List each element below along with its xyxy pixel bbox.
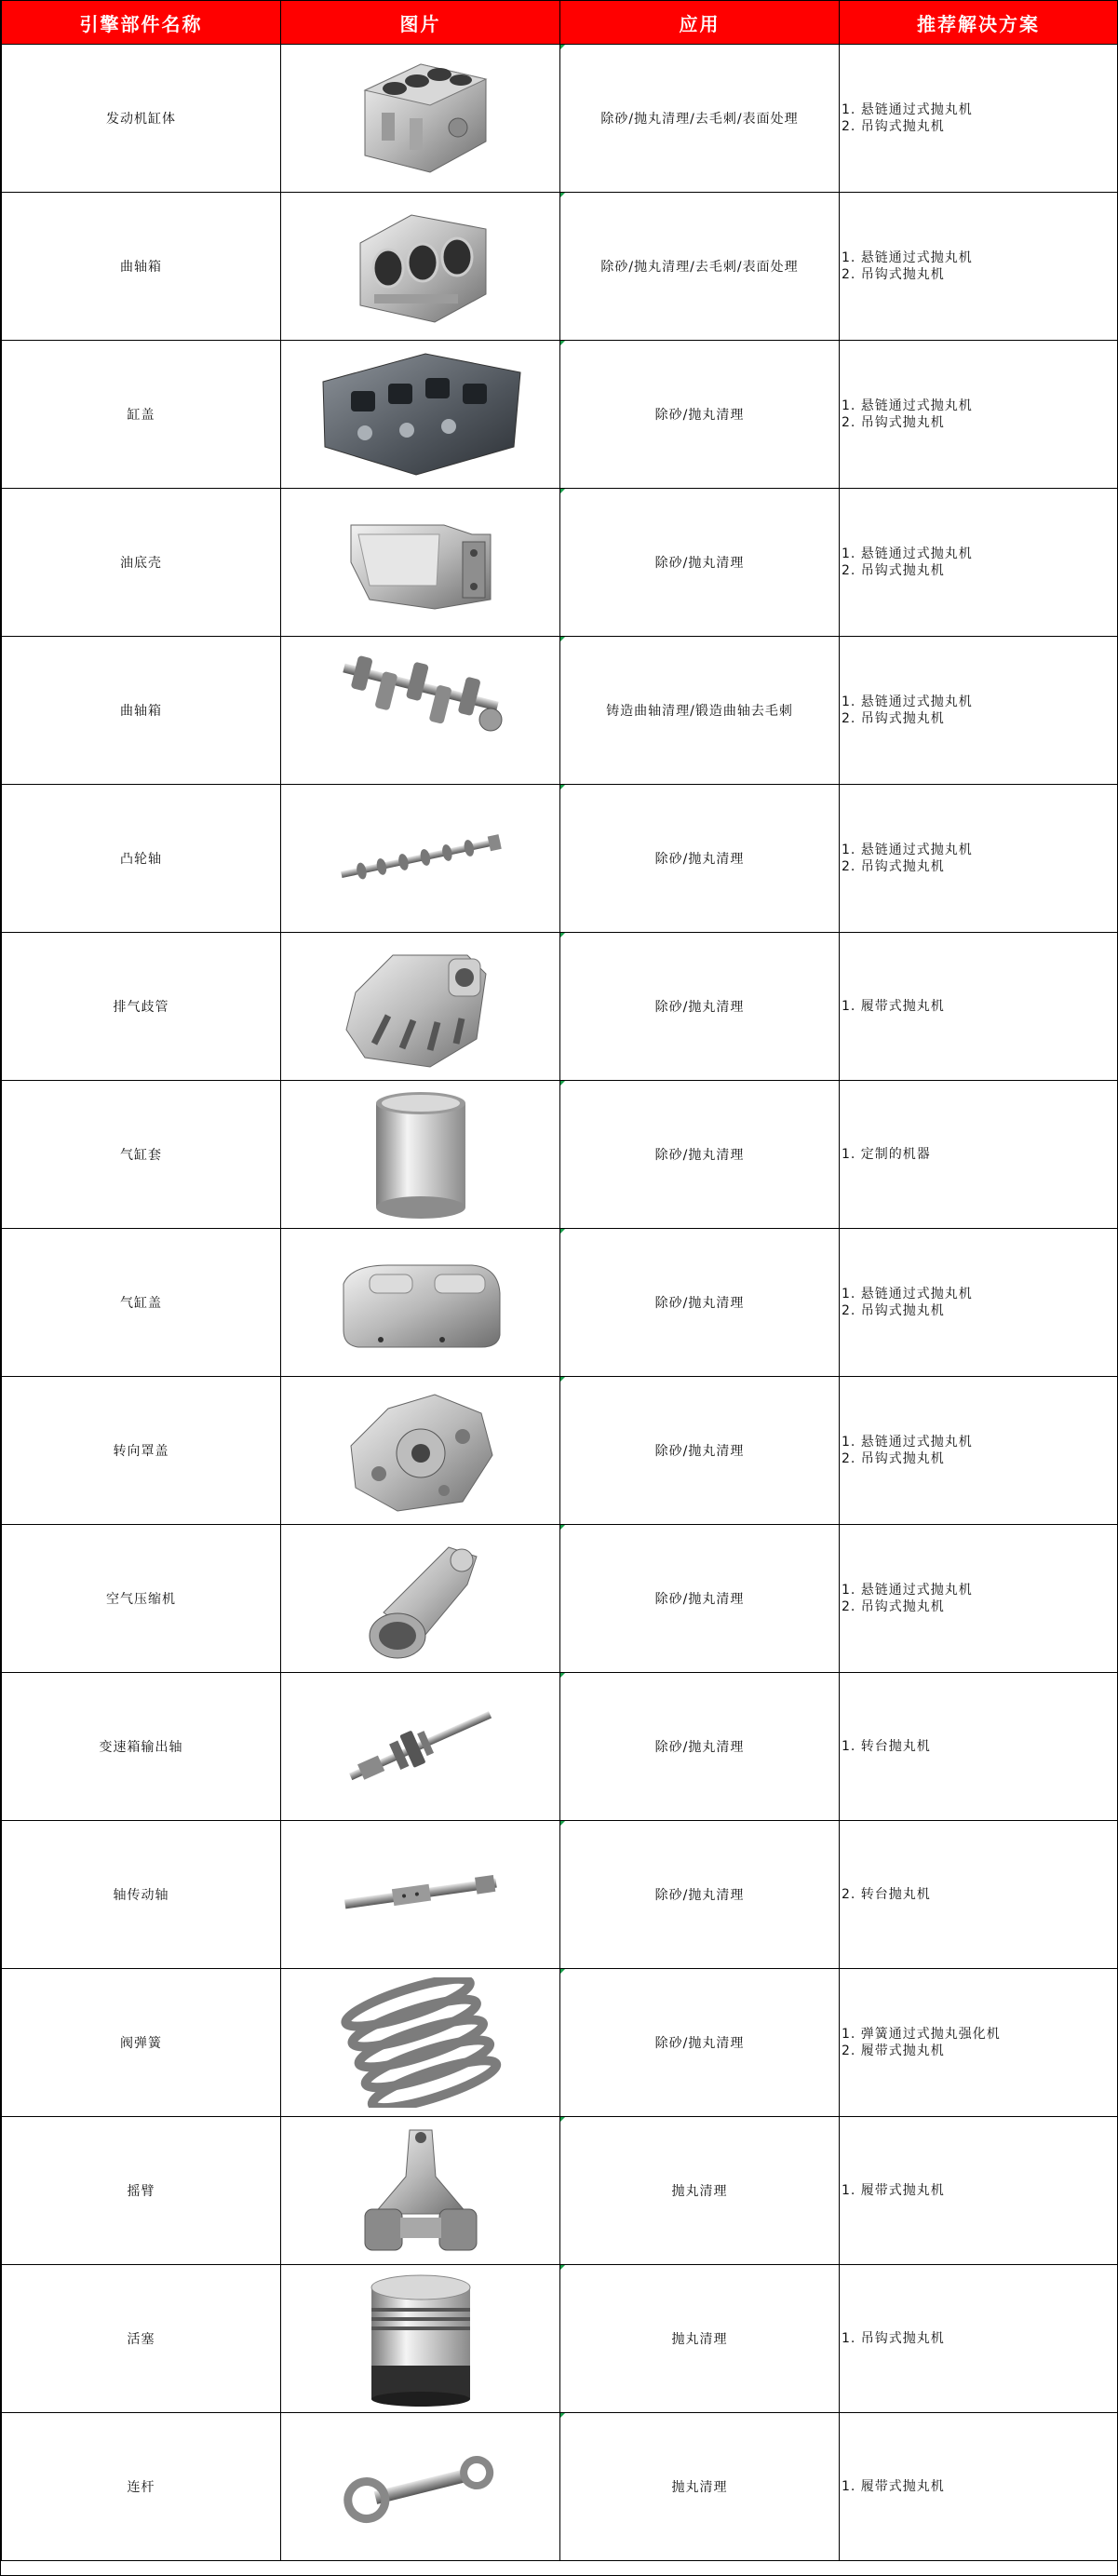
solution-cell xyxy=(840,637,1118,785)
application-text: 除砂/抛丸清理 xyxy=(560,933,840,1081)
application-text: 除砂/抛丸清理 xyxy=(560,1673,840,1821)
part-name: 阀弹簧 xyxy=(2,1969,281,2117)
crankcase-icon xyxy=(337,201,505,331)
table-row xyxy=(2,341,1118,489)
solution-item: 1. 转台抛丸机 xyxy=(842,1739,931,1754)
solution-item: 2. 吊钩式抛丸机 xyxy=(842,415,945,430)
solution-cell xyxy=(840,2265,1118,2413)
cylinder-head-icon xyxy=(314,344,528,484)
part-image xyxy=(281,2413,560,2561)
solution-cell xyxy=(840,933,1118,1081)
application-text: 除砂/抛丸清理 xyxy=(560,785,840,933)
output-shaft-icon xyxy=(337,1691,505,1802)
table-row xyxy=(2,45,1118,193)
application-text: 除砂/抛丸清理/去毛刺/表面处理 xyxy=(560,193,840,341)
part-name: 发动机缸体 xyxy=(2,45,281,193)
part-name: 曲轴箱 xyxy=(2,193,281,341)
solution-cell xyxy=(840,1229,1118,1377)
table-row xyxy=(2,1229,1118,1377)
part-name: 排气歧管 xyxy=(2,933,281,1081)
header-row xyxy=(2,1,1118,45)
table-row xyxy=(2,637,1118,785)
part-image xyxy=(281,1673,560,1821)
solution-item: 2. 吊钩式抛丸机 xyxy=(842,119,945,134)
solution-item: 1. 履带式抛丸机 xyxy=(842,2479,945,2494)
part-name: 气缸套 xyxy=(2,1081,281,1229)
solution-item: 1. 悬链通过式抛丸机 xyxy=(842,695,973,709)
header-part-name: 引擎部件名称 xyxy=(2,1,281,45)
part-name: 曲轴箱 xyxy=(2,637,281,785)
solution-item: 1. 吊钩式抛丸机 xyxy=(842,2331,945,2346)
table-row xyxy=(2,489,1118,637)
part-image xyxy=(281,2265,560,2413)
part-name: 空气压缩机 xyxy=(2,1525,281,1673)
part-name: 变速箱输出轴 xyxy=(2,1673,281,1821)
solution-item: 1. 弹簧通过式抛丸强化机 xyxy=(842,2027,1001,2042)
solution-item: 1. 悬链通过式抛丸机 xyxy=(842,102,973,117)
part-image xyxy=(281,2117,560,2265)
solution-item: 1. 悬链通过式抛丸机 xyxy=(842,546,973,561)
solution-cell xyxy=(840,1673,1118,1821)
solution-cell xyxy=(840,341,1118,489)
solution-cell xyxy=(840,1969,1118,2117)
piston-icon xyxy=(360,2269,481,2408)
table-row xyxy=(2,2265,1118,2413)
table-row xyxy=(2,2413,1118,2561)
application-text: 除砂/抛丸清理 xyxy=(560,1969,840,2117)
part-image xyxy=(281,45,560,193)
connecting-rod-icon xyxy=(337,2435,505,2538)
part-image xyxy=(281,489,560,637)
solution-item: 1. 悬链通过式抛丸机 xyxy=(842,1287,973,1301)
solution-item: 2. 吊钩式抛丸机 xyxy=(842,1599,945,1614)
application-text: 除砂/抛丸清理 xyxy=(560,1525,840,1673)
table-row xyxy=(2,1821,1118,1969)
solution-item: 2. 吊钩式抛丸机 xyxy=(842,711,945,726)
part-image xyxy=(281,1081,560,1229)
solution-item: 2. 履带式抛丸机 xyxy=(842,2043,945,2058)
part-image xyxy=(281,1969,560,2117)
part-image xyxy=(281,637,560,785)
rocker-arm-icon xyxy=(346,2121,495,2260)
solution-item: 2. 转台抛丸机 xyxy=(842,1887,931,1902)
part-name: 轴传动轴 xyxy=(2,1821,281,1969)
solution-item: 2. 吊钩式抛丸机 xyxy=(842,267,945,282)
part-name: 摇臂 xyxy=(2,2117,281,2265)
solution-cell xyxy=(840,1377,1118,1525)
part-name: 连杆 xyxy=(2,2413,281,2561)
solution-item: 2. 吊钩式抛丸机 xyxy=(842,859,945,874)
solution-cell xyxy=(840,2117,1118,2265)
application-text: 抛丸清理 xyxy=(560,2265,840,2413)
part-image xyxy=(281,193,560,341)
table-row xyxy=(2,1969,1118,2117)
table-row xyxy=(2,785,1118,933)
application-text: 除砂/抛丸清理 xyxy=(560,1081,840,1229)
solution-cell xyxy=(840,2413,1118,2561)
table-row xyxy=(2,1673,1118,1821)
part-image xyxy=(281,933,560,1081)
application-text: 除砂/抛丸清理 xyxy=(560,1821,840,1969)
part-name: 气缸盖 xyxy=(2,1229,281,1377)
solution-cell xyxy=(840,785,1118,933)
exhaust-manifold-icon xyxy=(337,937,505,1076)
application-text: 抛丸清理 xyxy=(560,2413,840,2561)
part-image xyxy=(281,1377,560,1525)
part-name: 转向罩盖 xyxy=(2,1377,281,1525)
solution-cell xyxy=(840,489,1118,637)
solution-cell xyxy=(840,193,1118,341)
application-text: 除砂/抛丸清理 xyxy=(560,1229,840,1377)
application-text: 除砂/抛丸清理 xyxy=(560,1377,840,1525)
header-application: 应用 xyxy=(560,1,840,45)
part-image xyxy=(281,1229,560,1377)
engine-block-icon xyxy=(337,53,505,183)
table-row xyxy=(2,1377,1118,1525)
solution-item: 2. 吊钩式抛丸机 xyxy=(842,1451,945,1466)
crankshaft-icon xyxy=(332,645,509,775)
part-image xyxy=(281,785,560,933)
part-name: 凸轮轴 xyxy=(2,785,281,933)
air-compressor-icon xyxy=(346,1529,495,1668)
part-image xyxy=(281,1821,560,1969)
application-text: 铸造曲轴清理/锻造曲轴去毛刺 xyxy=(560,637,840,785)
table-row xyxy=(2,1081,1118,1229)
solution-item: 1. 悬链通过式抛丸机 xyxy=(842,1435,973,1450)
part-name: 油底壳 xyxy=(2,489,281,637)
application-text: 除砂/抛丸清理 xyxy=(560,341,840,489)
part-image xyxy=(281,341,560,489)
valve-spring-icon xyxy=(337,1977,505,2108)
solution-cell xyxy=(840,1081,1118,1229)
table-row xyxy=(2,1525,1118,1673)
solution-item: 1. 悬链通过式抛丸机 xyxy=(842,250,973,265)
solution-item: 2. 吊钩式抛丸机 xyxy=(842,1303,945,1318)
solution-cell xyxy=(840,1525,1118,1673)
timing-cover-icon xyxy=(332,1381,509,1520)
application-text: 抛丸清理 xyxy=(560,2117,840,2265)
valve-cover-icon xyxy=(332,1247,509,1358)
solution-cell xyxy=(840,45,1118,193)
table-row xyxy=(2,933,1118,1081)
table-row xyxy=(2,2117,1118,2265)
part-image xyxy=(281,1525,560,1673)
parts-table xyxy=(1,0,1118,2561)
solution-cell xyxy=(840,1821,1118,1969)
camshaft-icon xyxy=(332,812,509,905)
solution-item: 1. 悬链通过式抛丸机 xyxy=(842,1583,973,1598)
solution-item: 2. 吊钩式抛丸机 xyxy=(842,563,945,578)
application-text: 除砂/抛丸清理 xyxy=(560,489,840,637)
cylinder-liner-icon xyxy=(365,1085,477,1224)
solution-item: 1. 悬链通过式抛丸机 xyxy=(842,843,973,857)
header-picture: 图片 xyxy=(281,1,560,45)
oil-pan-icon xyxy=(332,497,509,627)
solution-item: 1. 履带式抛丸机 xyxy=(842,2183,945,2198)
solution-item: 1. 履带式抛丸机 xyxy=(842,999,945,1014)
solution-item: 1. 悬链通过式抛丸机 xyxy=(842,398,973,413)
application-text: 除砂/抛丸清理/去毛刺/表面处理 xyxy=(560,45,840,193)
solution-item: 1. 定制的机器 xyxy=(842,1147,931,1162)
drive-shaft-icon xyxy=(337,1857,505,1932)
table-row xyxy=(2,193,1118,341)
header-solution: 推荐解决方案 xyxy=(840,1,1118,45)
part-name: 缸盖 xyxy=(2,341,281,489)
part-name: 活塞 xyxy=(2,2265,281,2413)
